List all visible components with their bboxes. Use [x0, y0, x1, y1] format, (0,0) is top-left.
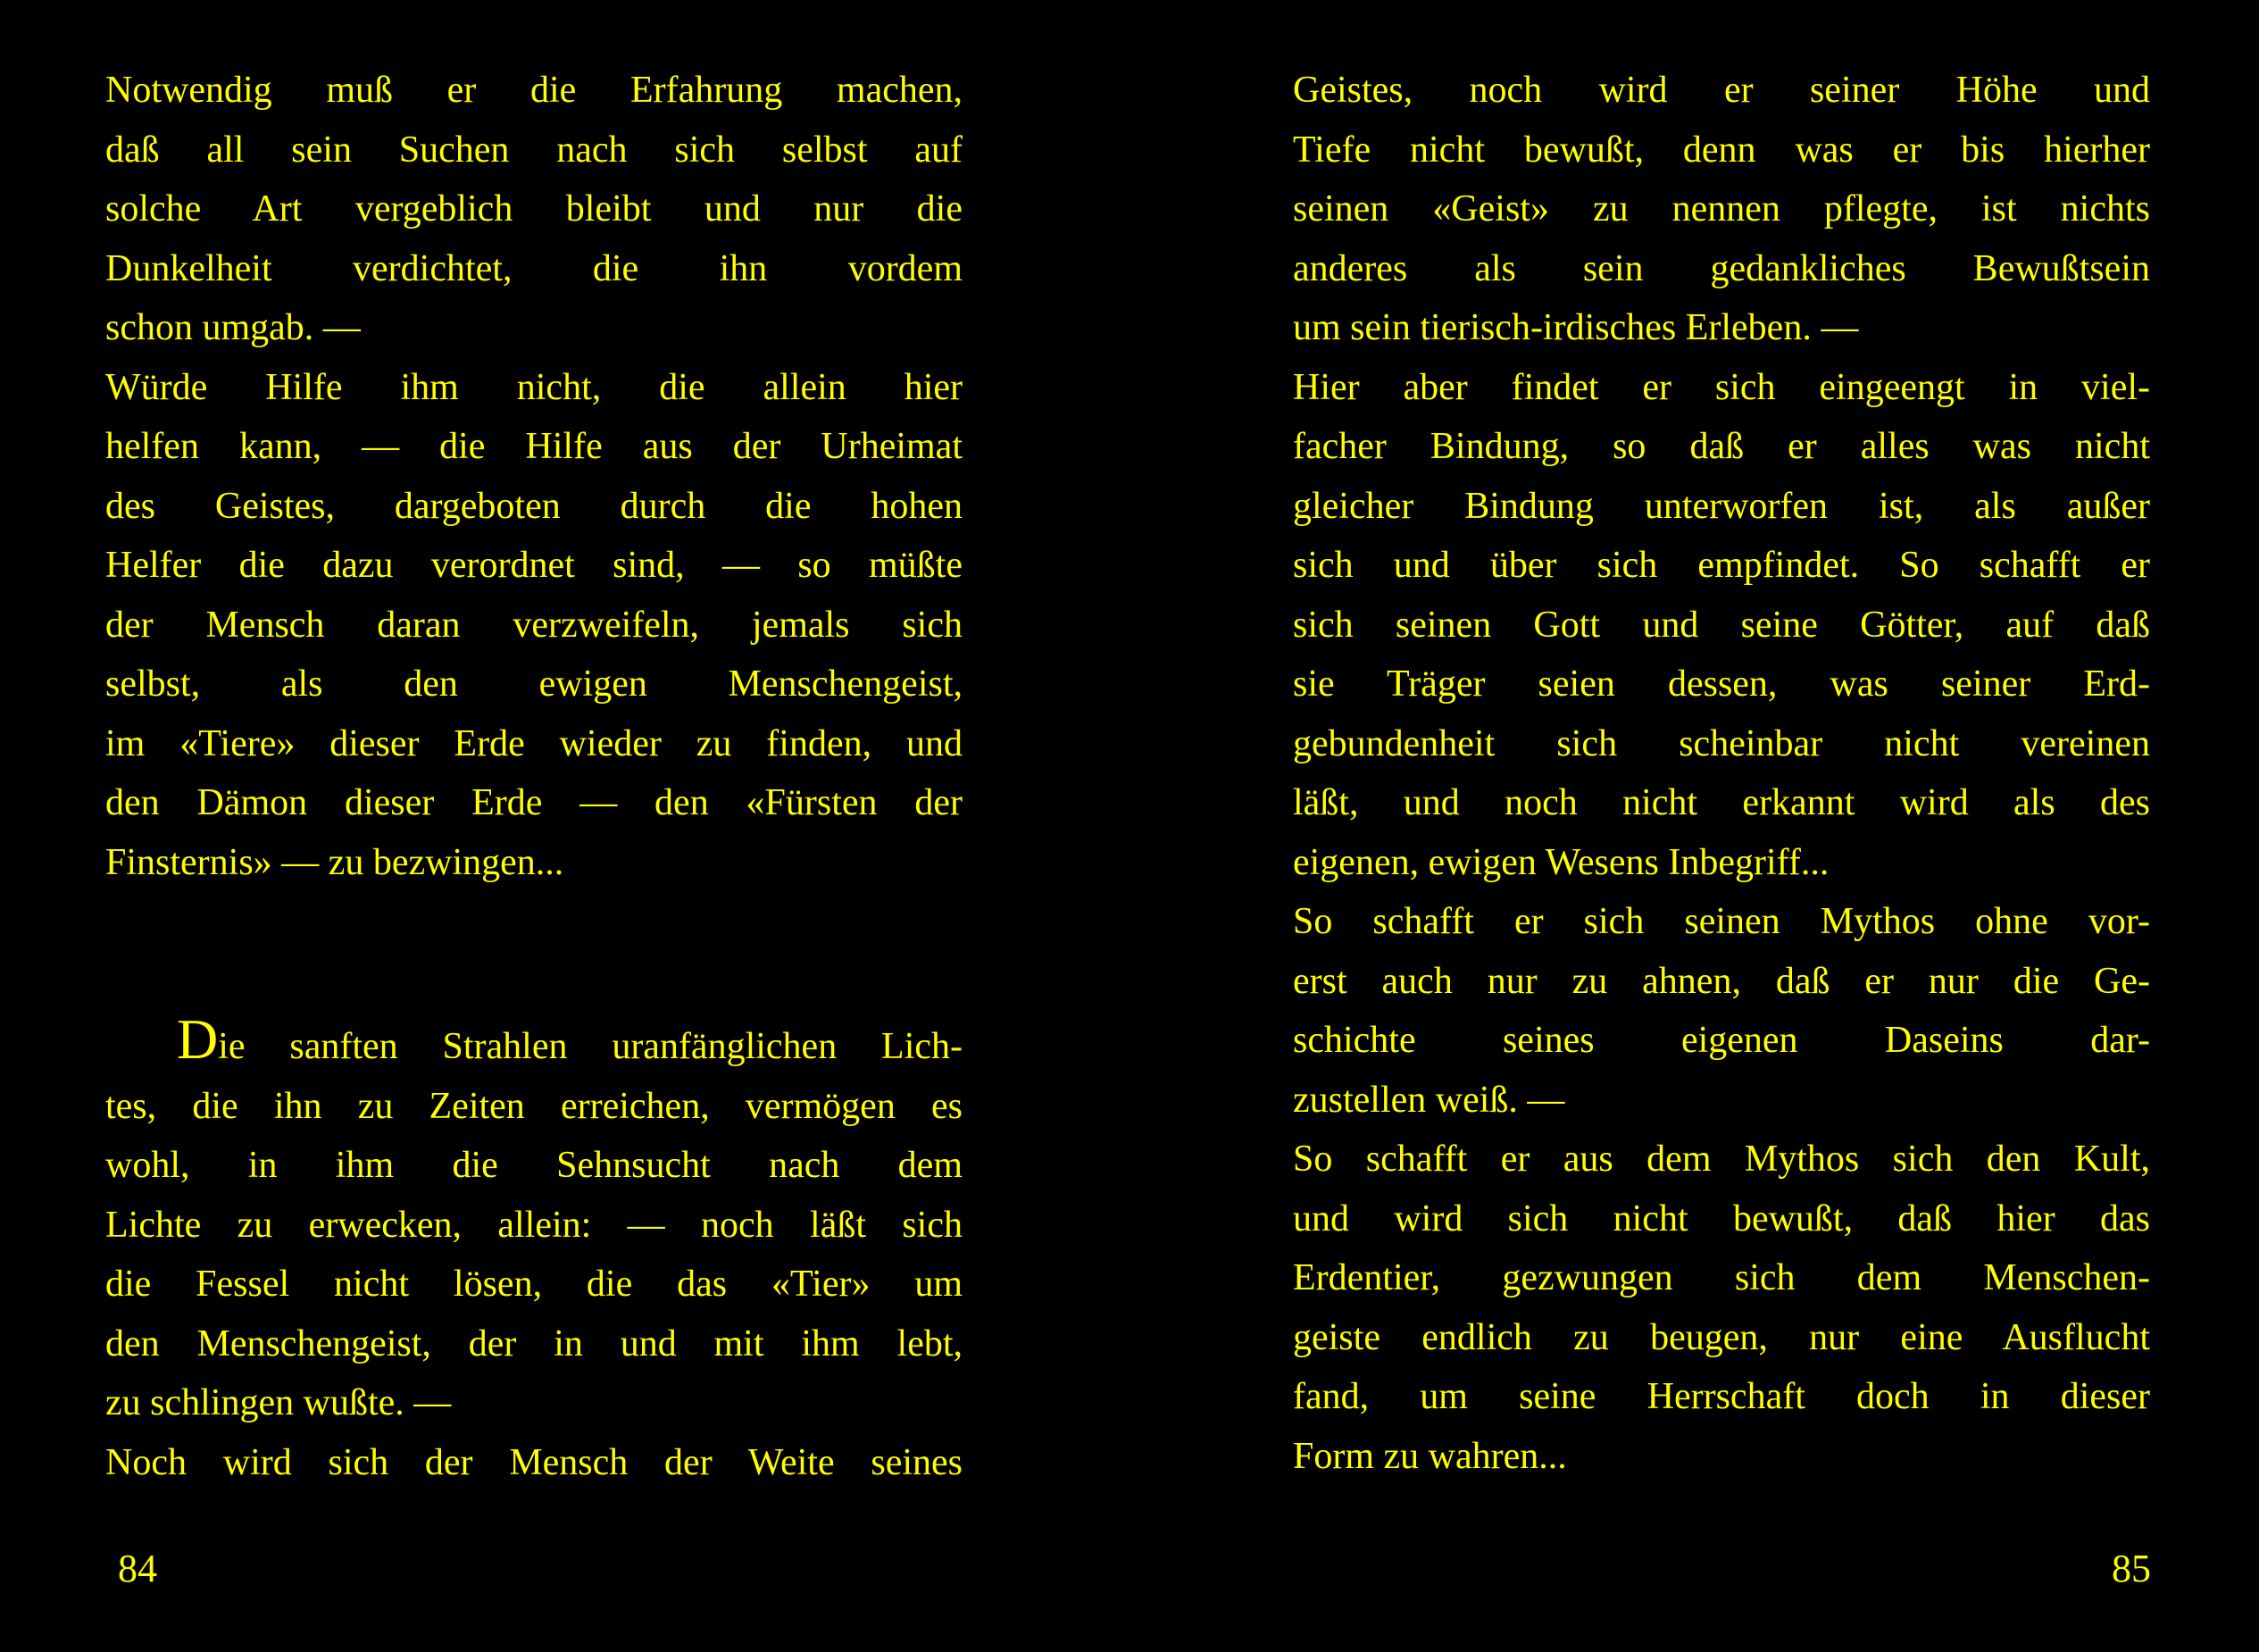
section-break: [105, 892, 963, 1017]
text-line: sich seinen Gott und seine Götter, auf daß: [1293, 604, 2150, 646]
text-line: Erdentier, gezwungen sich dem Menschen-: [1293, 1257, 2150, 1298]
text-line: Lichte zu erwecken, allein: — noch läßt sich: [105, 1204, 963, 1246]
paragraph: [1293, 61, 2150, 358]
text-line: [105, 1007, 963, 1077]
text-line: schichte seines eigenen Daseins dar-: [1293, 1020, 2150, 1061]
text-line: fand, um seine Herrschaft doch in dieser: [1293, 1376, 2150, 1417]
paragraph: [1293, 358, 2150, 893]
text-line: läßt, und noch nicht erkannt wird als des: [1293, 782, 2150, 823]
text-line: Noch wird sich der Mensch der Weite seines: [105, 1441, 963, 1483]
text-line: solche Art vergeblich bleibt und nur die: [105, 188, 963, 229]
text-line: sie Träger seien dessen, was seiner Erd-: [1293, 663, 2150, 705]
left-page: [105, 61, 963, 1579]
text-line: die Fessel nicht lösen, die das «Tier» um: [105, 1264, 963, 1305]
paragraph: [105, 1433, 963, 1493]
text-line: gleicher Bindung unterworfen ist, als außer: [1293, 485, 2150, 527]
text-line: der Mensch daran verzweifeln, jemals sich: [105, 604, 963, 646]
paragraph: [105, 61, 963, 358]
text-line: zustellen weiß. —: [1293, 1079, 1565, 1121]
text-line: So schafft er aus dem Mythos sich den Kult,: [1293, 1139, 2150, 1180]
text-line: selbst, als den ewigen Menschengeist,: [105, 663, 963, 705]
text-line: und wird sich nicht bewußt, daß hier das: [1293, 1197, 2150, 1239]
text-line: Form zu wahren...: [1293, 1435, 1567, 1477]
text-line: Würde Hilfe ihm nicht, die allein hier: [105, 366, 963, 408]
text-line: Dunkelheit verdichtet, die ihn vordem: [105, 247, 963, 289]
text-line: geiste endlich zu beugen, nur eine Ausflucht: [1293, 1316, 2150, 1358]
text-line: facher Bindung, so daß er alles was nicht: [1293, 426, 2150, 467]
text-line: um sein tierisch-irdisches Erleben. —: [1293, 307, 1859, 348]
text-line: sich und über sich empfindet. So schafft er: [1293, 545, 2150, 586]
text-line: des Geistes, dargeboten durch die hohen: [105, 485, 963, 527]
paragraph: [1293, 1130, 2150, 1486]
right-page: [1293, 61, 2150, 1579]
paragraph: [105, 358, 963, 893]
text-line: Geistes, noch wird er seiner Höhe und: [1293, 70, 2150, 111]
line-text: ie sanften Strahlen uranfänglichen Lich-: [218, 1026, 963, 1067]
text-line: So schafft er sich seinen Mythos ohne vor-: [1293, 901, 2150, 942]
text-line: im «Tiere» dieser Erde wieder zu finden, und: [105, 722, 963, 764]
text-line: erst auch nur zu ahnen, daß er nur die Ge-: [1293, 960, 2150, 1002]
text-line: helfen kann, — die Hilfe aus der Urheimat: [105, 426, 963, 467]
paragraph-with-dropcap: [105, 1007, 963, 1433]
text-line: schon umgab. —: [105, 307, 361, 348]
text-line: den Dämon dieser Erde — den «Fürsten der: [105, 782, 963, 823]
text-line: tes, die ihn zu Zeiten erreichen, vermögen es: [105, 1085, 963, 1127]
text-line: Finsternis» — zu bezwingen...: [105, 841, 564, 883]
dropcap: D: [177, 1007, 219, 1071]
text-line: daß all sein Suchen nach sich selbst auf: [105, 129, 963, 171]
text-line: Tiefe nicht bewußt, denn was er bis hierher: [1293, 129, 2150, 171]
text-line: wohl, in ihm die Sehnsucht nach dem: [105, 1145, 963, 1186]
text-line: seinen «Geist» zu nennen pflegte, ist nichts: [1293, 188, 2150, 229]
text-line: eigenen, ewigen Wesens Inbegriff...: [1293, 841, 1830, 883]
text-line: anderes als sein gedankliches Bewußtsein: [1293, 247, 2150, 289]
text-line: den Menschengeist, der in und mit ihm lebt,: [105, 1322, 963, 1364]
text-line: Notwendig muß er die Erfahrung machen,: [105, 70, 963, 111]
paragraph: [1293, 892, 2150, 1130]
page-number-left: 84: [118, 1547, 157, 1590]
text-line: Hier aber findet er sich eingeengt in viel-: [1293, 366, 2150, 408]
text-line: zu schlingen wußte. —: [105, 1382, 452, 1423]
page-number-right: 85: [2112, 1547, 2151, 1590]
text-line: gebundenheit sich scheinbar nicht vereinen: [1293, 722, 2150, 764]
text-line: Helfer die dazu verordnet sind, — so müßte: [105, 545, 963, 586]
